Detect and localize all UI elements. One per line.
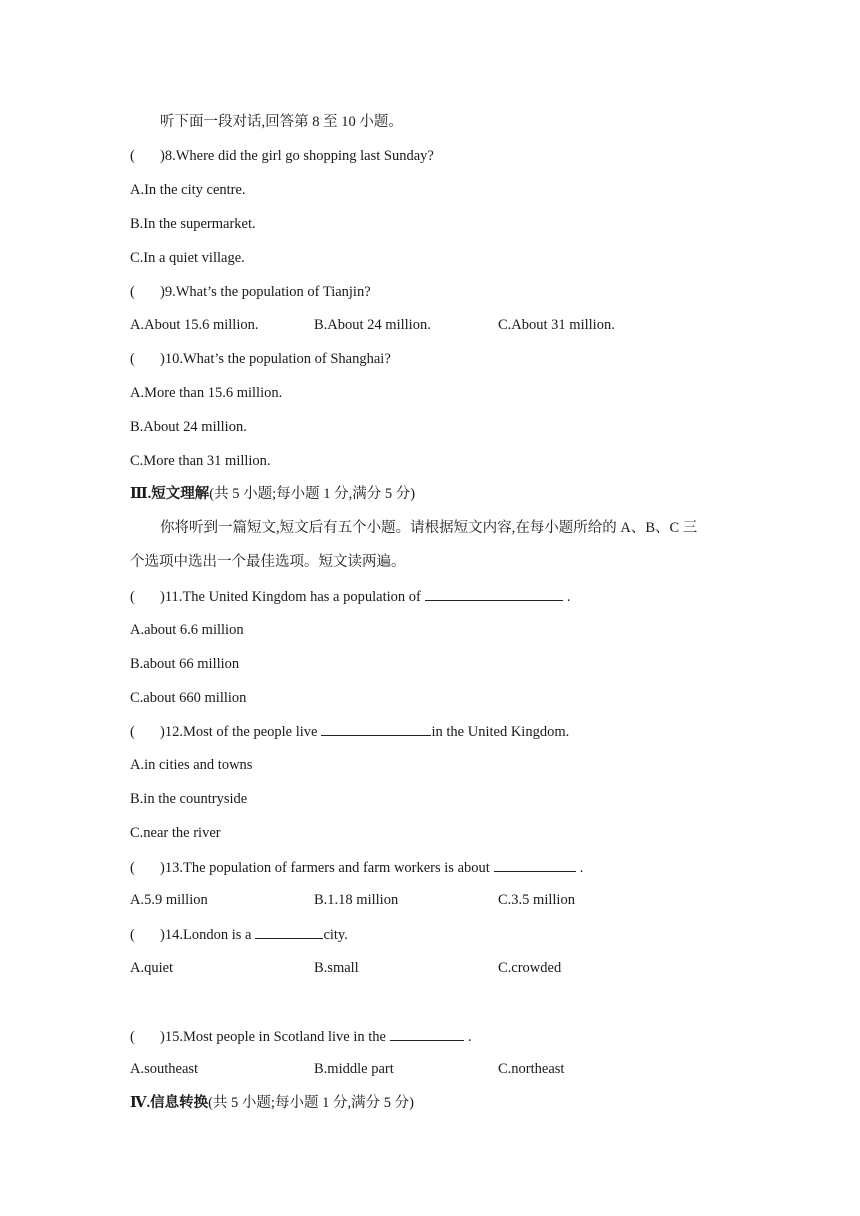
fill-blank[interactable] (494, 857, 576, 872)
answer-paren[interactable]: ( (130, 1029, 135, 1045)
option-9c: C.About 31 million. (498, 317, 615, 333)
section-4-heading: Ⅳ.信息转换(共 5 小题;每小题 1 分,满分 5 分) (130, 1095, 414, 1111)
question-12: ( )12.Most of the people live in the United Kingdom. (130, 721, 569, 742)
section-3-instruction-2: 个选项中选出一个最佳选项。短文读两遍。 (130, 554, 406, 570)
option-10a: A.More than 15.6 million. (130, 385, 283, 401)
fill-blank[interactable] (255, 924, 323, 939)
option-14b: B.small (314, 960, 359, 976)
option-12b: B.in the countryside (130, 791, 248, 807)
question-8: ( )8.Where did the girl go shopping last Sunday? (130, 148, 434, 164)
option-11a: A.about 6.6 million (130, 622, 244, 638)
option-15a: A.southeast (130, 1061, 199, 1077)
option-9a: A.About 15.6 million. (130, 317, 259, 333)
option-12a: A.in cities and towns (130, 757, 253, 773)
intro-text: 听下面一段对话,回答第 8 至 10 小题。 (160, 114, 403, 130)
fill-blank[interactable] (390, 1026, 464, 1041)
option-12c: C.near the river (130, 825, 221, 841)
fill-blank[interactable] (425, 586, 563, 601)
answer-paren[interactable]: ( (130, 860, 135, 876)
answer-paren[interactable]: ( (130, 284, 135, 300)
answer-paren[interactable]: ( (130, 927, 135, 943)
option-13a: A.5.9 million (130, 892, 208, 908)
question-15: ( )15.Most people in Scotland live in the . (130, 1026, 472, 1047)
question-13: ( )13.The population of farmers and farm workers is about . (130, 857, 583, 878)
question-11: ( )11.The United Kingdom has a population of . (130, 586, 570, 607)
answer-paren[interactable]: ( (130, 351, 135, 367)
option-11b: B.about 66 million (130, 656, 240, 672)
answer-paren[interactable]: ( (130, 724, 135, 740)
option-8c: C.In a quiet village. (130, 250, 245, 266)
option-15c: C.northeast (498, 1061, 565, 1077)
option-9b: B.About 24 million. (314, 317, 431, 333)
answer-paren[interactable]: ( (130, 148, 135, 164)
option-8b: B.In the supermarket. (130, 216, 256, 232)
fill-blank[interactable] (321, 721, 431, 736)
section-3-heading: Ⅲ.短文理解(共 5 小题;每小题 1 分,满分 5 分) (130, 486, 416, 502)
option-14a: A.quiet (130, 960, 174, 976)
section-3-instruction-1: 你将听到一篇短文,短文后有五个小题。请根据短文内容,在每小题所给的 A、B、C 三 (160, 520, 698, 536)
option-11c: C.about 660 million (130, 690, 247, 706)
answer-paren[interactable]: ( (130, 589, 135, 605)
question-10: ( )10.What’s the population of Shanghai? (130, 351, 391, 367)
question-14: ( )14.London is a city. (130, 924, 348, 945)
option-13c: C.3.5 million (498, 892, 575, 908)
option-10b: B.About 24 million. (130, 419, 247, 435)
question-9: ( )9.What’s the population of Tianjin? (130, 284, 371, 300)
option-13b: B.1.18 million (314, 892, 399, 908)
option-8a: A.In the city centre. (130, 182, 246, 198)
option-14c: C.crowded (498, 960, 562, 976)
option-10c: C.More than 31 million. (130, 453, 271, 469)
option-15b: B.middle part (314, 1061, 394, 1077)
